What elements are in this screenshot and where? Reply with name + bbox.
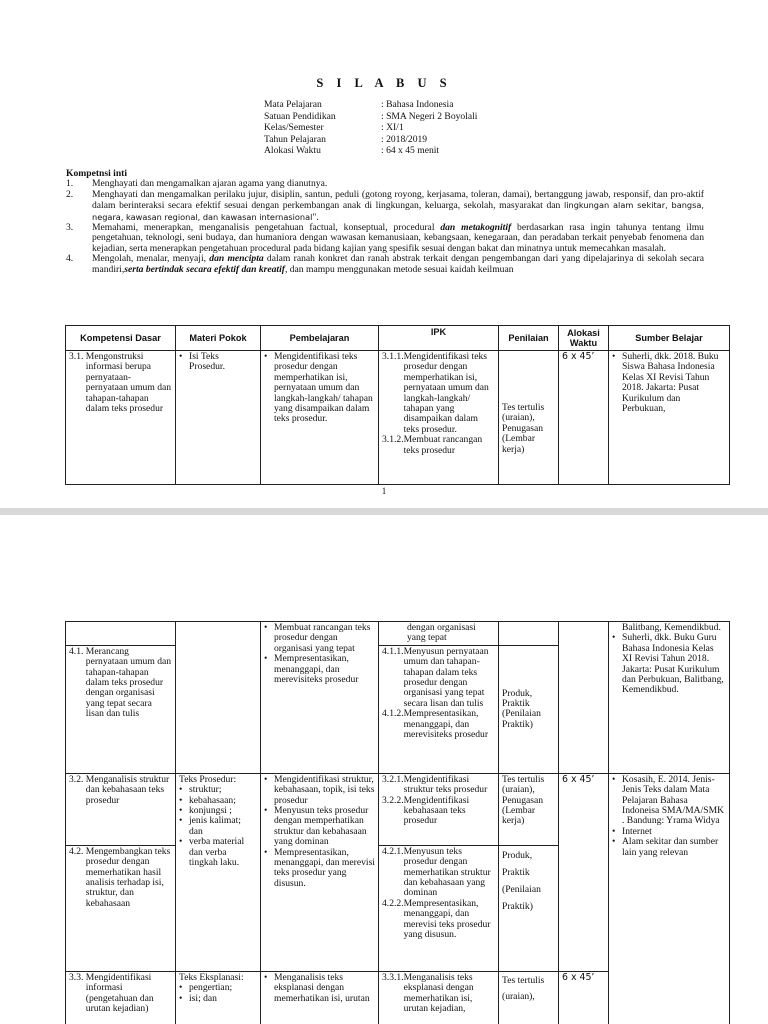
ki-text bbox=[92, 254, 704, 275]
materi-item: • jenis kalimat; dan bbox=[189, 815, 241, 837]
kd-text: Mengidentifikasi informasi (pengetahuan dan urutan kejadian) bbox=[85, 971, 154, 1015]
info-key: Mata Pelajaran bbox=[264, 99, 322, 110]
ki-text-part: dalam ranah konkret dan ranah abstrak terkait dengan pengembangan dari yang dipelajarinya di sekolah secara mandiri, bbox=[92, 253, 704, 275]
alokasi-text: 6 x 45’ bbox=[562, 773, 595, 785]
ki-number: 2. bbox=[66, 188, 74, 200]
ipk-text: Mengidentifikasi kebahasaan teks prosedur bbox=[403, 794, 470, 827]
cell-materi bbox=[176, 622, 261, 774]
info-value: : Bahasa Indonesia bbox=[381, 99, 454, 110]
ki-text bbox=[92, 190, 704, 223]
ipk-number: 3.1.2. bbox=[382, 434, 404, 446]
info-key: Kelas/Semester bbox=[264, 122, 324, 133]
header-alokasi-waktu: Alokasi Waktu bbox=[559, 326, 609, 351]
alokasi-text: 6 x 45’ bbox=[562, 971, 595, 983]
cell-ipk bbox=[379, 645, 499, 773]
list-item bbox=[612, 837, 726, 858]
kd-number: 4.1. bbox=[69, 645, 84, 657]
kd-number: 3.1. bbox=[69, 351, 84, 362]
ki-text-handwritten: lingkungan alam sekitar, bangsa, negara, kawasan regional, dan kawasan internasional bbox=[92, 200, 704, 222]
list-item bbox=[612, 775, 726, 827]
document-title: S I L A B U S bbox=[316, 76, 452, 90]
header-kompetensi-dasar: Kompetensi Dasar bbox=[66, 326, 176, 351]
pembelajaran-text: • Membuat rancangan teks prosedur dengan organisasi yang tepat bbox=[274, 622, 371, 654]
cell-kd bbox=[66, 773, 176, 845]
penilaian-text: Produk, Praktik (Penilaian Praktik) bbox=[502, 687, 541, 730]
sumber-text: • Kosasih, E. 2014. Jenis-Jenis Teks dalam Mata Pelajaran Bahasa Indoneisa SMA/MA/SMK . Bandung: Yrama Widya bbox=[622, 773, 725, 827]
ki-item bbox=[66, 254, 704, 275]
ipk-text: Mempresentasikan, menanggapi, dan merevisi teks prosedur yang disusun. bbox=[403, 897, 491, 941]
list-item bbox=[264, 848, 375, 890]
ki-heading: Kompetnsi inti bbox=[66, 168, 128, 179]
materi-item: • struktur; bbox=[189, 784, 222, 796]
cell-ipk bbox=[379, 773, 499, 845]
pembelajaran-text: • Menyusun teks prosedur dengan memperhatikan struktur dan kebahasaan yang dominan bbox=[274, 805, 369, 848]
materi-text: • Isi Teks Prosedur. bbox=[189, 351, 225, 373]
cell-penilaian bbox=[499, 971, 559, 1024]
syllabus-table-page-2 bbox=[65, 621, 730, 1024]
cell-materi bbox=[176, 971, 261, 1024]
cell-kd bbox=[66, 971, 176, 1024]
sumber-text: • Alam sekitar dan sumber lain yang relevan bbox=[622, 836, 719, 858]
ipk-text: Mempresentasikan, menanggapi, dan merevisiteks prosedur bbox=[403, 708, 489, 741]
info-row bbox=[264, 100, 477, 112]
ipk-number: 3.2.1. bbox=[382, 773, 404, 785]
kd-text: Menganalisis struktur dan kebahasaan teks prosedur bbox=[85, 773, 170, 806]
pembelajaran-text: • Mengidentifikasi teks prosedur dengan memperhatikan isi, pernyataan umum dan langkah-langkah/ tahapan yang disampaikan dalam teks prosedur. bbox=[274, 351, 373, 425]
header-penilaian: Penilaian bbox=[499, 326, 559, 351]
header-sumber-belajar: Sumber Belajar bbox=[609, 326, 730, 351]
cell-sumber bbox=[609, 351, 730, 485]
kd-number: 4.2. bbox=[69, 845, 84, 857]
info-value: : 64 x 45 menit bbox=[381, 145, 440, 156]
info-row bbox=[264, 146, 477, 158]
list-item bbox=[264, 654, 375, 685]
cell-penilaian bbox=[499, 622, 559, 646]
ki-text-emphasis: serta bertindak secara efektif dan kreatif bbox=[124, 263, 285, 275]
header-pembelajaran: Pembelajaran bbox=[261, 326, 379, 351]
materi-item: • pengertian; bbox=[189, 982, 233, 994]
pembelajaran-text: • Mempresentasikan, menanggapi, dan merevisiteks prosedur bbox=[274, 653, 359, 686]
ipk-number: 4.2.2. bbox=[382, 897, 404, 909]
info-key: Satuan Pendidikan bbox=[264, 110, 336, 122]
cell-materi bbox=[176, 773, 261, 971]
table-header-row bbox=[66, 326, 730, 351]
ipk-number: 4.2.1. bbox=[382, 845, 404, 857]
materi-item: • verba material dan verba tingkah laku. bbox=[189, 836, 245, 869]
kompetensi-inti bbox=[66, 169, 704, 275]
ki-text-part: Mengolah, menalar, menyaji, bbox=[92, 253, 210, 265]
cell-sumber bbox=[609, 773, 730, 1024]
ipk-number: 4.1.2. bbox=[382, 708, 404, 720]
kd-text: Merancang pernyataan umum dan tahapan-tahapan dalam teks prosedur dengan organisasi yang tepat secara lisan dan tulis bbox=[85, 645, 172, 720]
ki-item bbox=[66, 223, 704, 254]
info-row bbox=[264, 123, 477, 135]
kd-number: 3.3. bbox=[69, 971, 84, 983]
cell-pembelajaran bbox=[261, 773, 379, 971]
ki-text-emphasis: dan mencipta bbox=[209, 253, 264, 265]
document-page-2 bbox=[0, 515, 768, 1024]
penilaian-text: Praktik) bbox=[502, 900, 533, 912]
cell-ipk bbox=[379, 351, 499, 485]
cell-penilaian bbox=[499, 351, 559, 485]
ipk-text: Menyusun pernyataan umum dan tahapan-tahapan dalam teks prosedur dengan organisasi yang tepat secara lisan dan tulis bbox=[403, 645, 489, 709]
materi-item: • kebahasaan; bbox=[189, 794, 236, 806]
ki-number: 3. bbox=[66, 222, 74, 234]
table-row bbox=[66, 773, 730, 845]
cell-penilaian bbox=[499, 645, 559, 773]
kd-number: 3.2. bbox=[69, 773, 84, 785]
cell-kd bbox=[66, 645, 176, 773]
ipk-number: 3.2.2. bbox=[382, 794, 404, 806]
kd-text: Mengembangkan teks prosedur dengan memerhatikan hasil analisis terhadap isi, struktur, dan kebahasaan bbox=[85, 845, 171, 909]
cell-alokasi bbox=[559, 971, 609, 1024]
table-row bbox=[66, 351, 730, 485]
table-row bbox=[66, 622, 730, 646]
list-item bbox=[264, 775, 375, 806]
materi-heading: Teks Prosedur: bbox=[179, 773, 237, 785]
ki-text bbox=[92, 223, 704, 254]
materi-item: • konjungsi ; bbox=[189, 805, 232, 817]
cell-alokasi bbox=[559, 622, 609, 774]
sumber-text: Balitbang, Kemendikbud. bbox=[622, 622, 721, 633]
list-item bbox=[179, 352, 257, 373]
cell-penilaian bbox=[499, 773, 559, 845]
ipk-text: dengan organisasi yang tepat bbox=[407, 622, 476, 644]
ki-text-part: Memahami, menerapkan, menganalisis pengetahuan factual, konseptual, procedural bbox=[92, 222, 441, 234]
list-item bbox=[179, 837, 257, 868]
header-ipk: IPK bbox=[379, 326, 499, 351]
cell-alokasi bbox=[559, 773, 609, 971]
syllabus-table-page-1 bbox=[65, 325, 730, 485]
list-item bbox=[612, 633, 726, 695]
cell-ipk bbox=[379, 845, 499, 971]
sumber-text: • Suherli, dkk. Buku Guru Bahasa Indonesia Kelas XI Revisi Tahun 2018. Jakarta: Pusat Kurikulum dan Perbukuan, Balitbang, Kemendikbud. bbox=[622, 632, 724, 696]
pembelajaran-text: • Mempresentasikan, menanggapi, dan merevisi teks prosedur yang disusun. bbox=[274, 846, 375, 889]
ipk-number: 3.1.1. bbox=[382, 351, 404, 362]
cell-ipk bbox=[379, 971, 499, 1024]
list-item bbox=[179, 994, 257, 1004]
ki-item bbox=[66, 190, 704, 223]
ki-text: Menghayati dan mengamalkan ajaran agama yang dianutnya. bbox=[92, 178, 328, 190]
ki-number: 4. bbox=[66, 253, 74, 265]
ipk-number: 3.3.1. bbox=[382, 971, 404, 983]
cell-sumber bbox=[609, 622, 730, 774]
cell-pembelajaran bbox=[261, 351, 379, 485]
penilaian-text: Produk, bbox=[502, 849, 533, 861]
list-item bbox=[179, 816, 257, 837]
list-item bbox=[264, 352, 375, 425]
info-key: Tahun Pelajaran bbox=[264, 133, 326, 145]
list-item bbox=[612, 352, 726, 414]
cell-kd bbox=[66, 845, 176, 971]
ipk-text: Membuat rancangan teks prosedur bbox=[403, 434, 483, 456]
ipk-text: Mengidentifikasi struktur teks prosedur bbox=[403, 773, 488, 796]
penilaian-text: Tes tertulis (uraian), Penugasan (Lembar kerja) bbox=[502, 773, 545, 827]
list-item bbox=[264, 806, 375, 848]
sumber-text: • Internet bbox=[622, 825, 652, 837]
materi-heading: Teks Eksplanasi: bbox=[179, 971, 244, 983]
cell-kd bbox=[66, 622, 176, 646]
header-materi-pokok: Materi Pokok bbox=[176, 326, 261, 351]
list-item bbox=[264, 973, 375, 1004]
ki-text-emphasis: dan metakognitif bbox=[440, 222, 512, 234]
cell-ipk bbox=[379, 622, 499, 646]
cell-penilaian bbox=[499, 845, 559, 971]
alokasi-text: 6 x 45’ bbox=[562, 351, 595, 362]
penilaian-text: Tes tertulis bbox=[502, 974, 545, 986]
info-value: : 2018/2019 bbox=[381, 133, 428, 145]
sumber-text: • Suherli, dkk. 2018. Buku Siswa Bahasa Indonesia Kelas XI Revisi Tahun 2018. Jakarta: Pusat Kurikulum dan Perbukuan, bbox=[622, 351, 719, 415]
ki-text-part: , dan mampu menggunakan metode sesuai kaidah keilmuan bbox=[284, 263, 514, 275]
cell-pembelajaran bbox=[261, 622, 379, 774]
pembelajaran-text: • Mengidentifikasi struktur, kebahasaan, topik, isi teks prosedur bbox=[274, 773, 375, 806]
cell-alokasi bbox=[559, 351, 609, 485]
penilaian-text: (Penilaian bbox=[502, 883, 541, 895]
ki-number: 1. bbox=[66, 178, 74, 190]
penilaian-text: Praktik bbox=[502, 866, 530, 878]
cell-materi bbox=[176, 351, 261, 485]
ki-text-part: berdasarkan rasa ingin tahunya tentang ilmu pengetahuan, teknologi, seni budaya, dan humaniora dengan wawasan kemanusiaan, kebangsaan, kenegaraan, dan peradaban terkait penyebab fenomena dan kejadian, serta menerapkan pengetahuan procedural pada bidang kajian yang spesifik sesuai dengan bakat dan minatnya untuk memecahkan masalah. bbox=[92, 222, 704, 254]
pembelajaran-text: • Menganalisis teks eksplanasi dengan memerhatikan isi, urutan bbox=[274, 971, 370, 1004]
materi-item: • isi; dan bbox=[189, 992, 217, 1004]
ipk-text: Mengidentifikasi teks prosedur dengan memperhatikan isi, pernyataan umum dan langkah-langkah/ tahapan yang disampaikan dalam teks prosedur. bbox=[403, 351, 489, 435]
ipk-number: 4.1.1. bbox=[382, 645, 404, 657]
cell-kd bbox=[66, 351, 176, 485]
penilaian-text: (uraian), bbox=[502, 990, 535, 1002]
ki-text-part: Menghayati dan mengamalkan perilaku jujur, disiplin, santun, peduli (gotong royong, kerjasama, toleran, damai), bertanggung jawab, responsif, dan pro-aktif dalam berinteraksi secara efektif sesuai dengan perkembangan anak di lingkungan, keluarga, sekolah, masyarakat dan bbox=[92, 188, 704, 212]
document-page-1 bbox=[0, 0, 768, 508]
info-value: : SMA Negeri 2 Boyolali bbox=[381, 110, 478, 122]
info-value: : XI/1 bbox=[381, 122, 404, 133]
kd-text: Mengonstruksi informasi berupa pernyataan-pernyataan umum dan tahapan-tahapan dalam teks prosedur bbox=[85, 351, 172, 415]
list-item bbox=[264, 623, 375, 654]
ki-text-part: ". bbox=[312, 211, 319, 223]
cell-pembelajaran bbox=[261, 971, 379, 1024]
penilaian-text: Tes tertulis (uraian), Penugasan (Lembar kerja) bbox=[502, 402, 545, 455]
identity-block bbox=[264, 100, 477, 158]
ipk-text: Menyusun teks prosedur dengan memerhatikan struktur dan kebahasaan yang dominan bbox=[403, 845, 491, 899]
page-number: 1 bbox=[381, 486, 387, 496]
ipk-text: Menganalisis teks eksplanasi dengan memerhatikan isi, urutan kejadian, bbox=[403, 971, 474, 1015]
info-key: Alokasi Waktu bbox=[264, 145, 321, 156]
